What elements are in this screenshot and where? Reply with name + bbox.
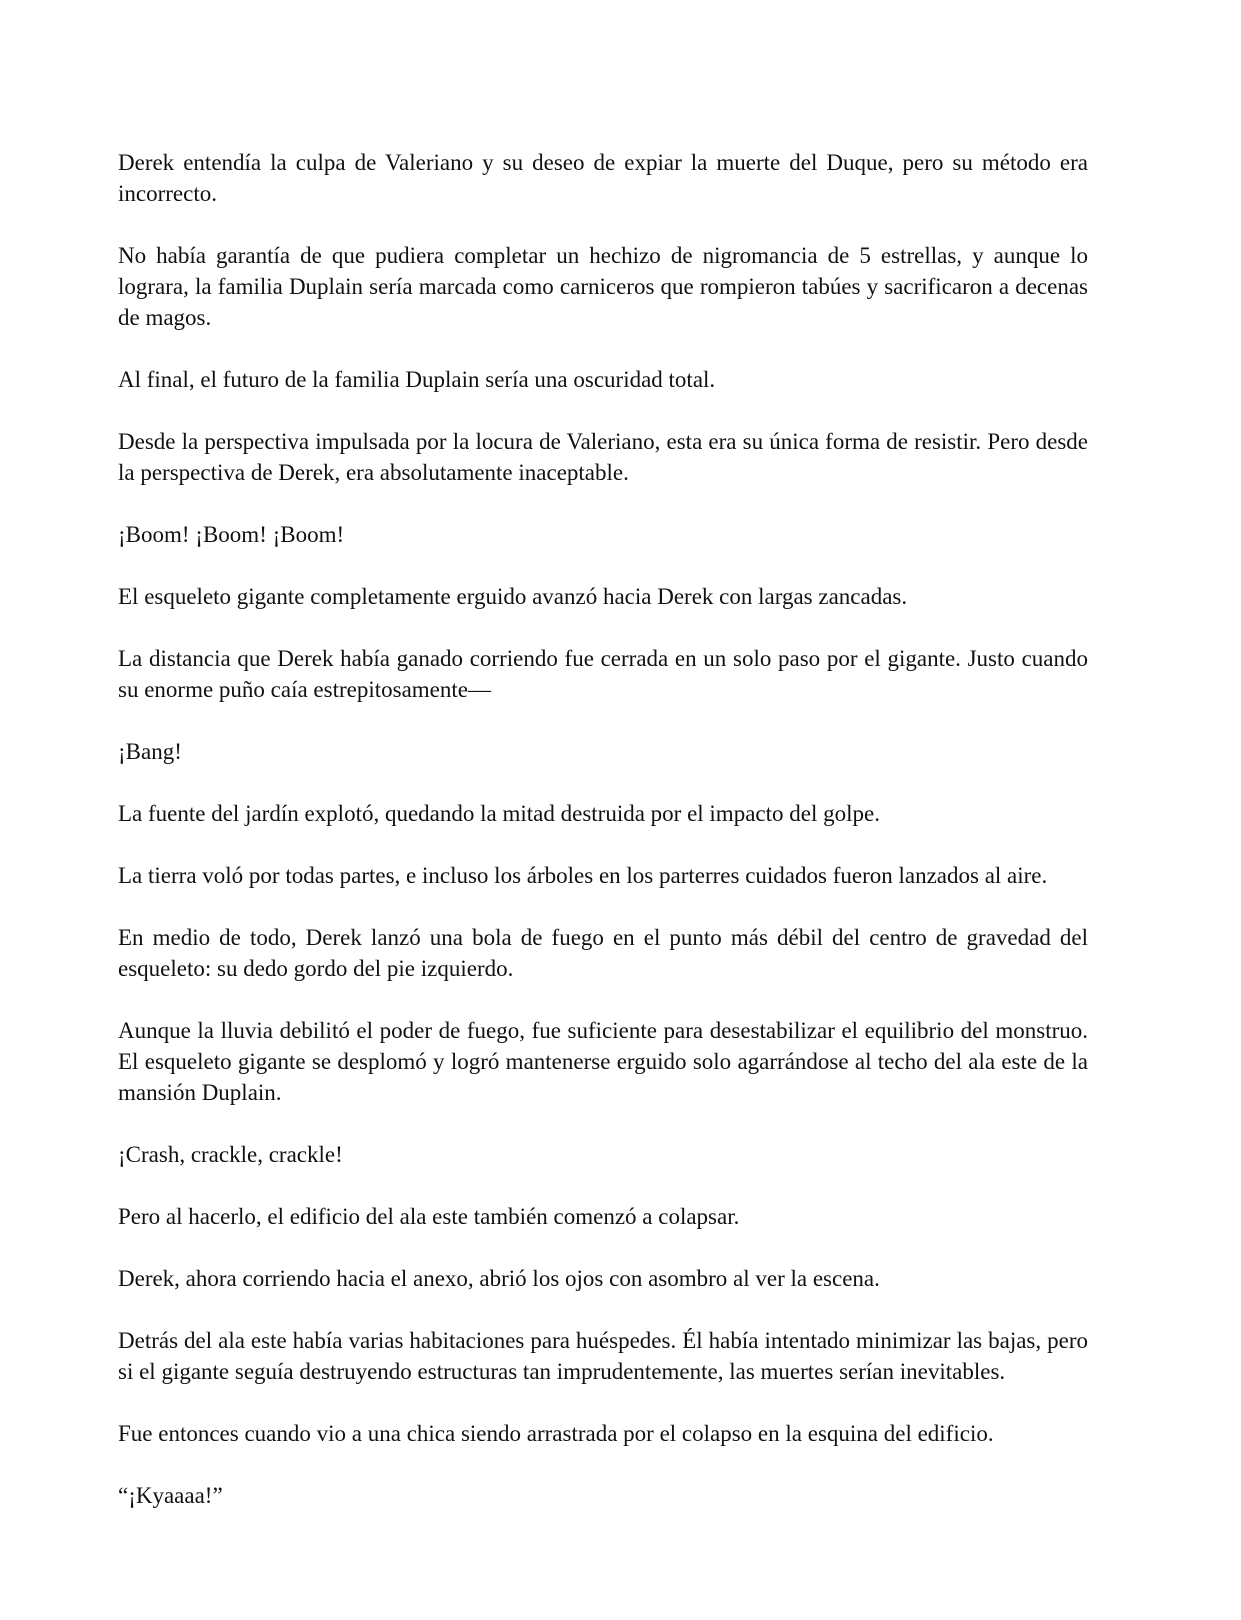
paragraph-13: ¡Crash, crackle, crackle! <box>118 1142 343 1167</box>
paragraph-11: En medio de todo, Derek lanzó una bola de fuego en el punto más débil del centro de gravedad del esqueleto: su dedo gordo del pie izquierdo. <box>118 925 1088 981</box>
paragraph-14: Pero al hacerlo, el edificio del ala este también comenzó a colapsar. <box>118 1204 740 1229</box>
paragraph-1: Derek entendía la culpa de Valeriano y su deseo de expiar la muerte del Duque, pero su método era incorrecto. <box>118 150 1088 206</box>
paragraph-16: Detrás del ala este había varias habitaciones para huéspedes. Él había intentado minimizar las bajas, pero si el gigante seguía destruyendo estructuras tan imprudentemente, las muertes serían inevitables. <box>118 1328 1088 1384</box>
paragraph-6: El esqueleto gigante completamente erguido avanzó hacia Derek con largas zancadas. <box>118 584 908 609</box>
paragraph-7: La distancia que Derek había ganado corriendo fue cerrada en un solo paso por el gigante. Justo cuando su enorme puño caía estrepitosamente— <box>118 646 1088 702</box>
paragraph-9: La fuente del jardín explotó, quedando la mitad destruida por el impacto del golpe. <box>118 801 880 826</box>
paragraph-2: No había garantía de que pudiera completar un hechizo de nigromancia de 5 estrellas, y aunque lo lograra, la familia Duplain sería marcada como carniceros que rompieron tabúes y sacrificaron a decenas de magos. <box>118 243 1088 330</box>
paragraph-18: “¡Kyaaaa!” <box>118 1483 223 1508</box>
paragraph-10: La tierra voló por todas partes, e incluso los árboles en los parterres cuidados fueron lanzados al aire. <box>118 863 1048 888</box>
paragraph-5: ¡Boom! ¡Boom! ¡Boom! <box>118 522 345 547</box>
paragraph-15: Derek, ahora corriendo hacia el anexo, abrió los ojos con asombro al ver la escena. <box>118 1266 880 1291</box>
paragraph-17: Fue entonces cuando vio a una chica siendo arrastrada por el colapso en la esquina del edificio. <box>118 1421 994 1446</box>
paragraph-4: Desde la perspectiva impulsada por la locura de Valeriano, esta era su única forma de resistir. Pero desde la perspectiva de Derek, era absolutamente inaceptable. <box>118 429 1088 485</box>
paragraph-3: Al final, el futuro de la familia Duplain sería una oscuridad total. <box>118 367 716 392</box>
paragraph-12: Aunque la lluvia debilitó el poder de fuego, fue suficiente para desestabilizar el equilibrio del monstruo. El esqueleto gigante se desplomó y logró mantenerse erguido solo agarrándose al techo del ala este de la mansión Duplain. <box>118 1018 1088 1105</box>
paragraph-8: ¡Bang! <box>118 739 182 764</box>
document-body <box>118 147 1088 1542</box>
